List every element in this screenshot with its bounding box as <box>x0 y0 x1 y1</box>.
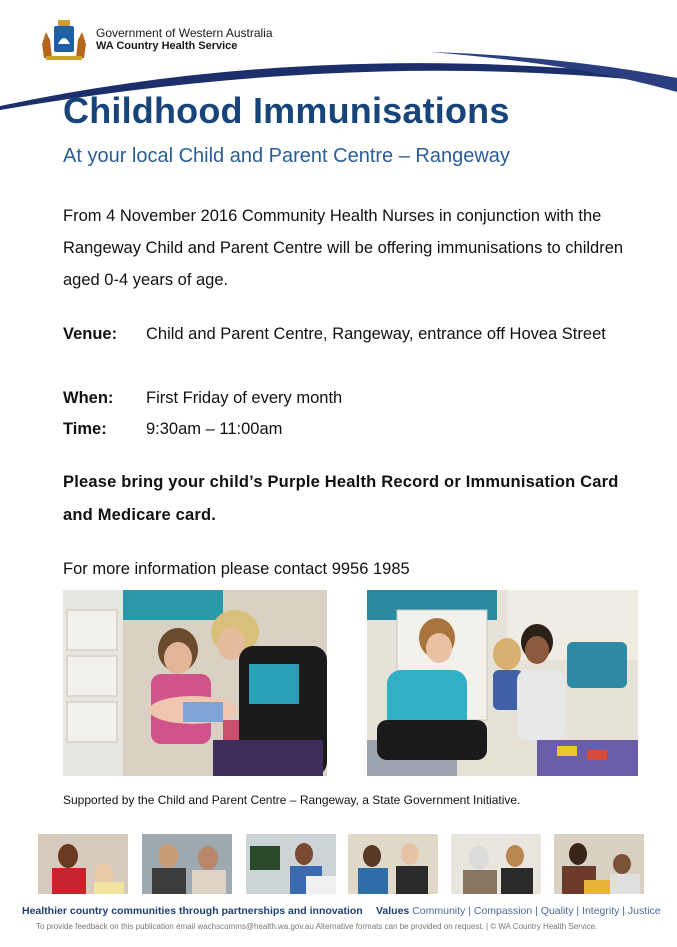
supported-by-note: Supported by the Child and Parent Centre – Rangeway, a State Government Initiative. <box>63 793 521 807</box>
footer-photo-3 <box>246 834 336 894</box>
footer-photo-6 <box>554 834 644 894</box>
contact-info: For more information please contact 9956 1985 <box>63 560 410 578</box>
photo-nurse-with-family <box>367 590 638 776</box>
bring-notice: Please bring your child’s Purple Health Record or Immunisation Card and Medicare card. <box>63 473 619 524</box>
footer-photo-5 <box>451 834 541 894</box>
values-label: Values <box>376 905 410 917</box>
time-label: Time: <box>63 420 107 438</box>
footer-photo-1 <box>38 834 128 894</box>
footer-feedback: To provide feedback on this publication email wachscomms@health.wa.gov.au Alternative formats can be provided on request. | © WA Country Health Service. <box>36 922 598 931</box>
venue-label: Venue: <box>63 325 118 343</box>
time-value: 9:30am – 11:00am <box>146 420 283 438</box>
venue-value: Child and Parent Centre, Rangeway, entrance off Hovea Street <box>146 325 606 343</box>
page-title: Childhood Immunisations <box>63 90 510 131</box>
photo-nurse-with-baby <box>63 590 327 776</box>
footer-values <box>376 905 661 917</box>
footer-photo-2 <box>142 834 232 894</box>
when-label: When: <box>63 389 114 407</box>
when-value: First Friday of every month <box>146 389 343 407</box>
org-name: Government of Western Australia <box>96 26 273 40</box>
org-service-name: WA Country Health Service <box>96 40 238 52</box>
values-list: Community | Compassion | Quality | Integrity | Justice <box>412 905 661 917</box>
footer-tagline: Healthier country communities through partnerships and innovation <box>22 905 363 917</box>
footer-photo-4 <box>348 834 438 894</box>
intro-paragraph: From 4 November 2016 Community Health Nurses in conjunction with the Rangeway Child and Parent Centre will be offering immunisations to children aged 0-4 years of age. <box>63 207 624 289</box>
page-subtitle: At your local Child and Parent Centre – Rangeway <box>63 145 510 167</box>
